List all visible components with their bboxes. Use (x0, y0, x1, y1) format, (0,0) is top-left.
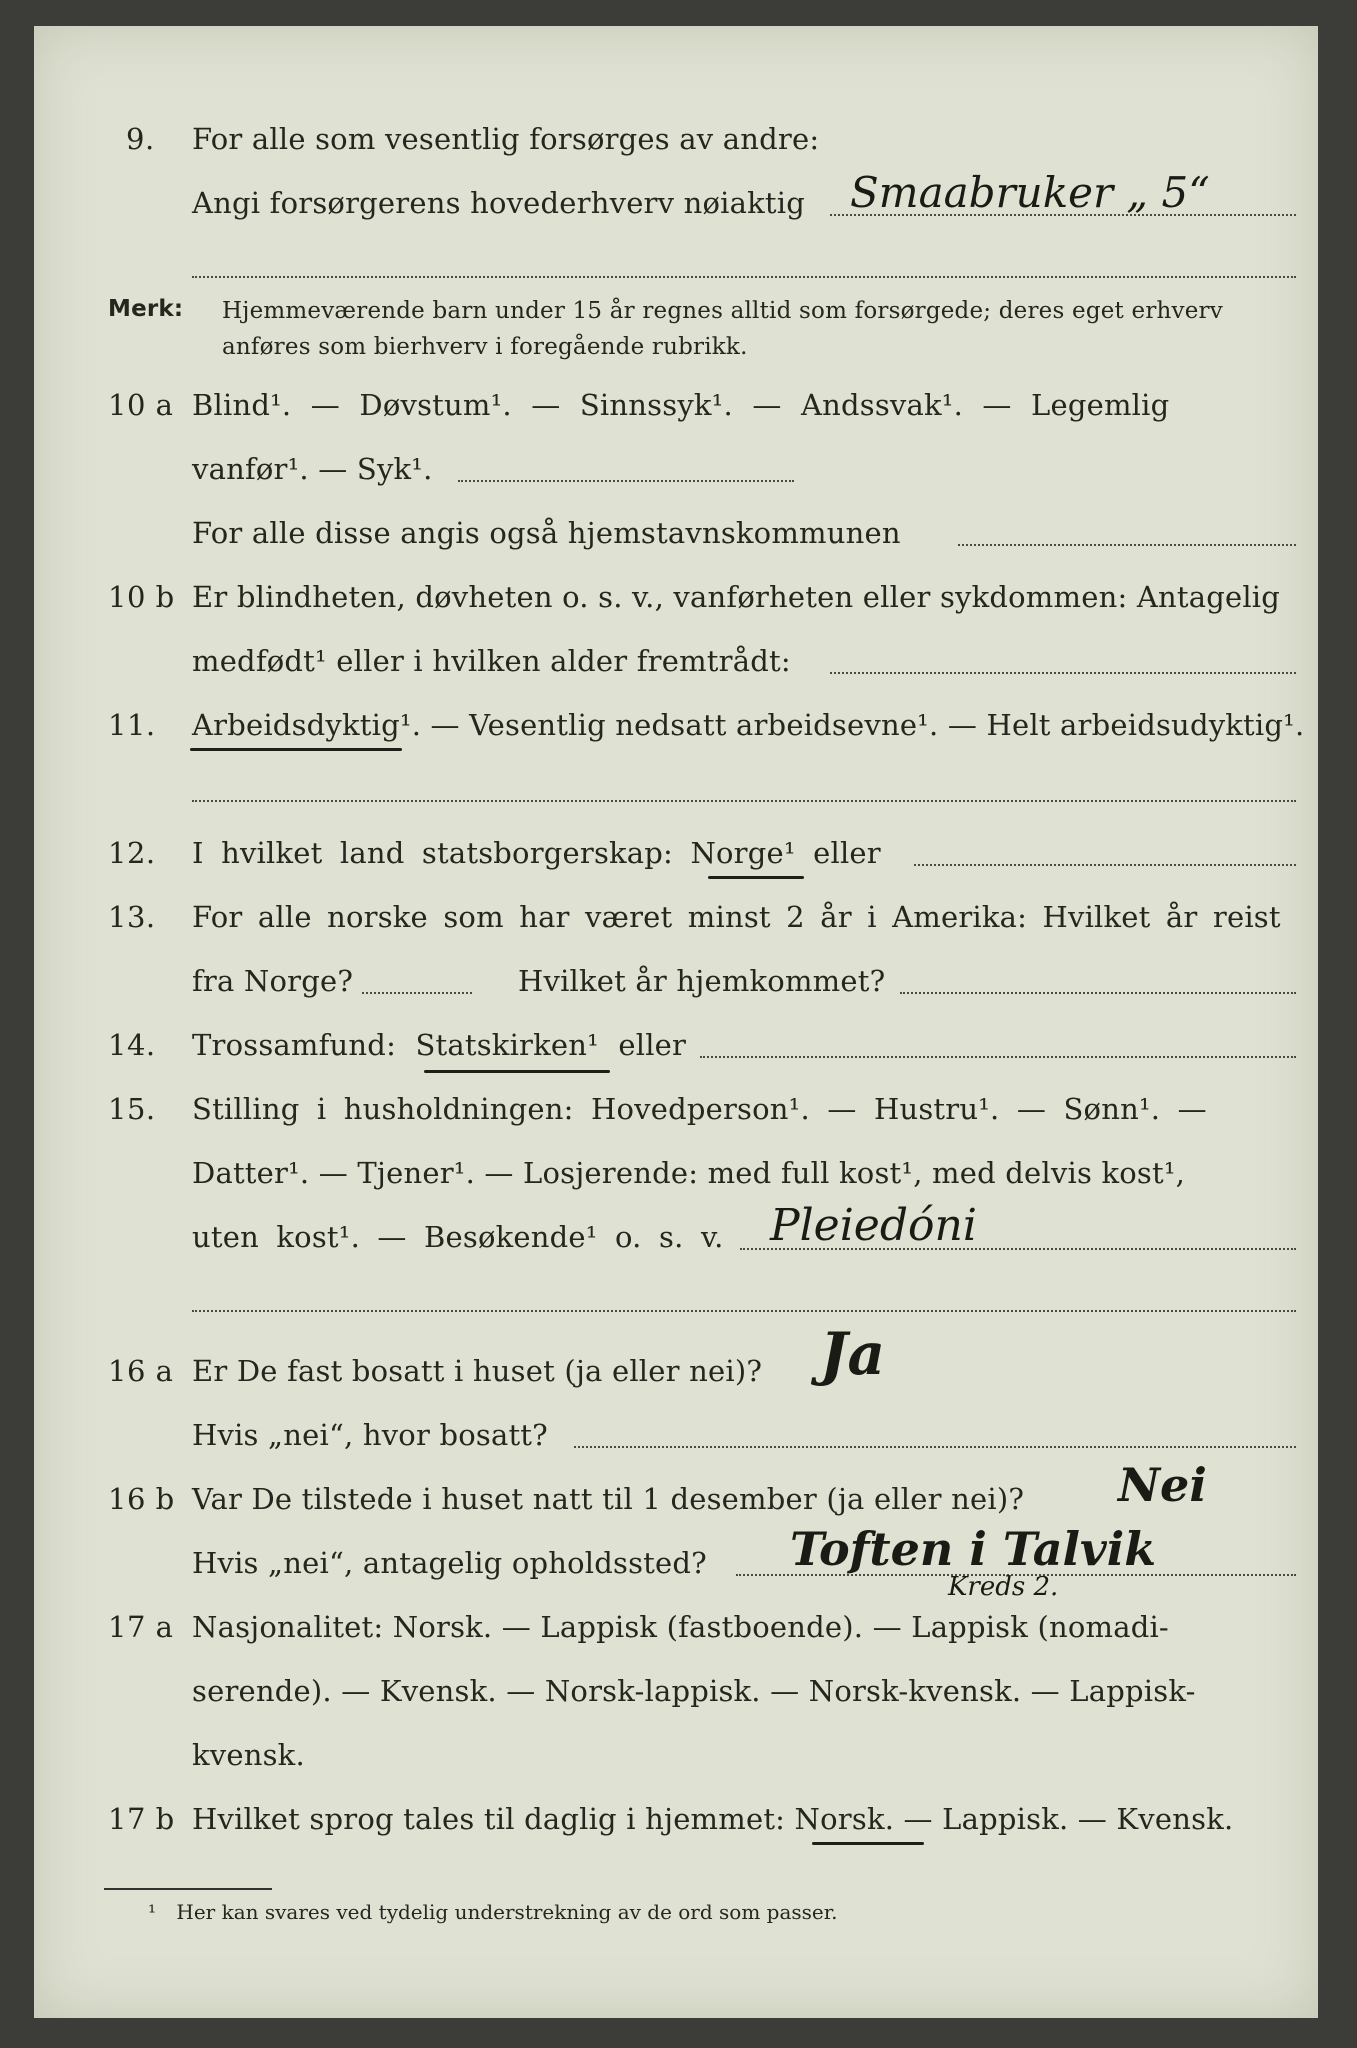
handwritten-underline (812, 1842, 924, 1845)
question-number: 11. (108, 708, 156, 742)
question-text: Datter¹. — Tjener¹. — Losjerende: med full kost¹, med delvis kost¹, (192, 1156, 1186, 1190)
handwritten-answer: Ja (820, 1320, 886, 1388)
question-text: I hvilket land statsborgerskap: Norge¹ eller (192, 836, 881, 870)
question-number: 15. (108, 1092, 156, 1126)
handwritten-answer: Toften i Talvik (790, 1522, 1157, 1576)
question-number: 16 b (108, 1482, 175, 1516)
question-text: Er De fast bosatt i huset (ja eller nei)? (192, 1354, 763, 1388)
answer-line (830, 672, 1296, 674)
answer-line (900, 992, 1296, 994)
question-text: Stilling i husholdningen: Hovedperson¹. — Hustru¹. — Sønn¹. — (192, 1092, 1207, 1126)
answer-line (958, 544, 1296, 546)
question-text: fra Norge? (192, 964, 354, 998)
question-number: 17 a (108, 1610, 174, 1644)
question-text: serende). — Kvensk. — Norsk-lappisk. — Norsk-kvensk. — Lappisk- (192, 1674, 1196, 1708)
question-text: For alle disse angis også hjemstavnskommunen (192, 516, 901, 550)
census-form-page (34, 26, 1318, 2018)
question-number: 16 a (108, 1354, 174, 1388)
answer-line (362, 992, 472, 994)
answer-line (192, 276, 1296, 278)
question-number: 10 b (108, 580, 175, 614)
handwritten-answer: Nei (1118, 1458, 1207, 1512)
question-text: Hvilket år hjemkommet? (518, 964, 886, 998)
footnote-mark: ¹ (148, 1900, 157, 1924)
question-number: 13. (108, 900, 156, 934)
handwritten-answer: Smaabruker „ 5“ (850, 168, 1210, 217)
question-text: For alle norske som har været minst 2 år i Amerika: Hvilket år reist (192, 900, 1281, 934)
question-text: kvensk. (192, 1738, 305, 1772)
handwritten-underline (190, 748, 402, 751)
question-number: 14. (108, 1028, 156, 1062)
question-text: For alle som vesentlig forsørges av andre: (192, 122, 820, 156)
note-text: Hjemmeværende barn under 15 år regnes alltid som forsørgede; deres eget erhverv (222, 298, 1223, 324)
question-text: Trossamfund: Statskirken¹ eller (192, 1028, 687, 1062)
handwritten-underline (424, 1070, 610, 1073)
handwritten-answer: Pleiedóni (770, 1200, 977, 1251)
question-text: Nasjonalitet: Norsk. — Lappisk (fastboende). — Lappisk (nomadi- (192, 1610, 1169, 1644)
footnote-rule (104, 1888, 272, 1890)
question-text: Hvis „nei“, antagelig opholdssted? (192, 1546, 707, 1580)
question-number: 10 a (108, 388, 174, 422)
footnote (148, 1900, 837, 1924)
question-text: Er blindheten, døvheten o. s. v., vanførheten eller sykdommen: Antagelig (192, 580, 1281, 614)
answer-line (458, 480, 794, 482)
question-text: Blind¹. — Døvstum¹. — Sinnssyk¹. — Andssvak¹. — Legemlig (192, 388, 1170, 422)
answer-line (914, 864, 1296, 866)
note-text: anføres som bierhverv i foregående rubrikk. (222, 334, 748, 360)
handwritten-answer: Kreds 2. (948, 1572, 1059, 1602)
question-text: medfødt¹ eller i hvilken alder fremtrådt: (192, 644, 791, 678)
handwritten-underline (708, 876, 804, 879)
question-text: Hvis „nei“, hvor bosatt? (192, 1418, 548, 1452)
answer-line (192, 1310, 1296, 1312)
answer-line (574, 1446, 1296, 1448)
question-text: Arbeidsdyktig¹. — Vesentlig nedsatt arbeidsevne¹. — Helt arbeidsudyktig¹. (192, 708, 1305, 742)
question-text: Hvilket sprog tales til daglig i hjemmet: Norsk. — Lappisk. — Kvensk. (192, 1802, 1234, 1836)
question-number: 12. (108, 836, 156, 870)
footnote-text: Her kan svares ved tydelig understrekning av de ord som passer. (176, 1900, 838, 1924)
question-text: vanfør¹. — Syk¹. (192, 452, 433, 486)
question-text: uten kost¹. — Besøkende¹ o. s. v. (192, 1220, 724, 1254)
answer-line (700, 1056, 1296, 1058)
question-text: Angi forsørgerens hovederhverv nøiaktig (192, 186, 805, 220)
question-text: Var De tilstede i huset natt til 1 desember (ja eller nei)? (192, 1482, 1025, 1516)
note-label: Merk: (108, 296, 184, 322)
question-number: 17 b (108, 1802, 175, 1836)
answer-line (192, 800, 1296, 802)
question-number: 9. (126, 122, 155, 156)
